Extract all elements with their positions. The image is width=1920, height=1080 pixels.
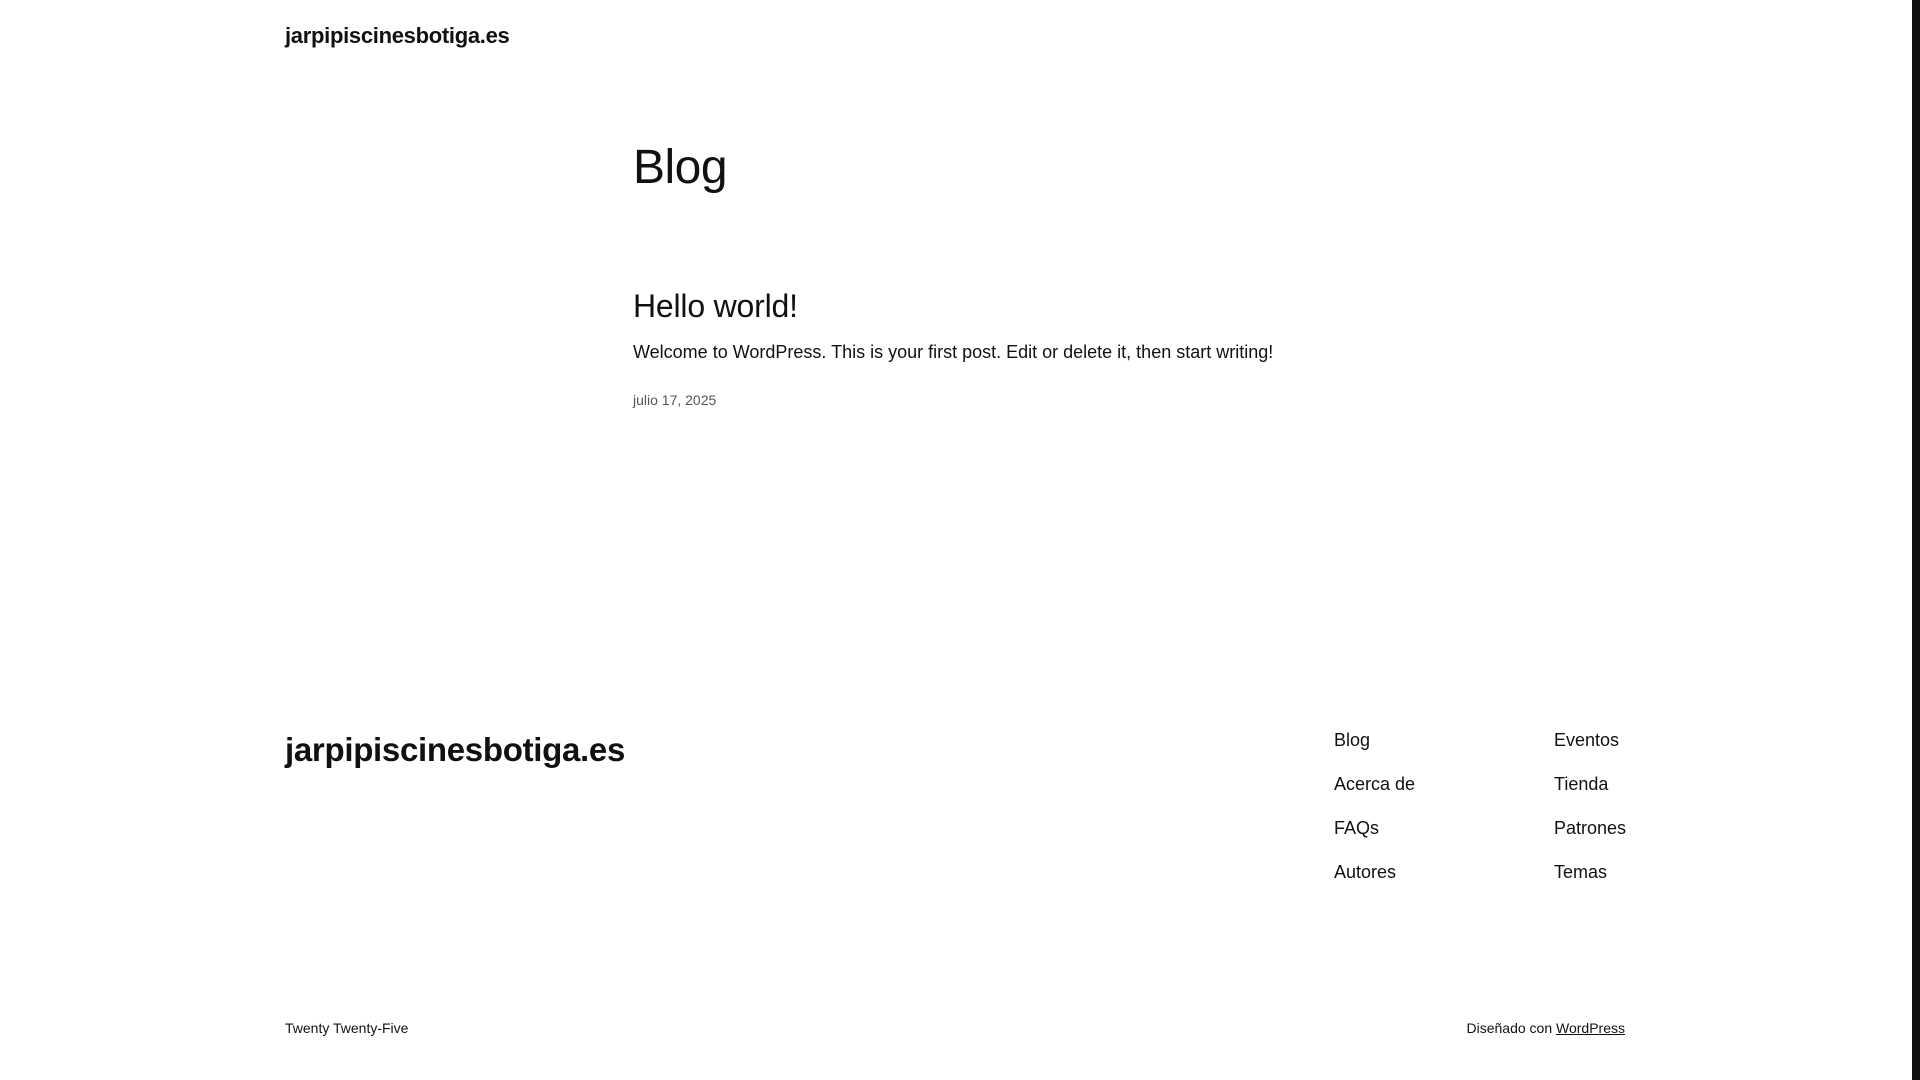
site-header [285, 18, 509, 54]
vertical-scrollbar[interactable] [1912, 0, 1920, 1080]
footer-nav-column-1 [1334, 728, 1415, 904]
footer-nav-column-2 [1554, 728, 1626, 904]
footer-link-faqs[interactable]: FAQs [1334, 818, 1380, 838]
footer-link-autores[interactable]: Autores [1334, 862, 1397, 882]
post-excerpt: Welcome to WordPress. This is your first post. Edit or delete it, then start writing! [633, 342, 1274, 362]
post-title-link[interactable]: Hello world! [633, 288, 798, 324]
footer-link-tienda[interactable]: Tienda [1554, 774, 1609, 794]
wordpress-link[interactable]: WordPress [1556, 1020, 1625, 1036]
header-site-title-link[interactable]: jarpipiscinesbotiga.es [285, 23, 510, 48]
designed-with [1467, 1018, 1626, 1038]
footer-link-eventos[interactable]: Eventos [1554, 730, 1620, 750]
footer-link-acerca-de[interactable]: Acerca de [1334, 774, 1416, 794]
footer-site-title-link[interactable]: jarpipiscinesbotiga.es [285, 731, 626, 768]
page-title: Blog [633, 141, 728, 194]
footer-link-patrones[interactable]: Patrones [1554, 818, 1627, 838]
post-item [633, 286, 1433, 410]
footer-link-blog[interactable]: Blog [1334, 730, 1371, 750]
post-date: julio 17, 2025 [633, 392, 717, 408]
designed-with-prefix: Diseñado con [1466, 1020, 1553, 1036]
footer-link-temas[interactable]: Temas [1554, 862, 1608, 882]
main-content [633, 134, 1433, 410]
theme-credit: Twenty Twenty-Five [285, 1020, 409, 1036]
